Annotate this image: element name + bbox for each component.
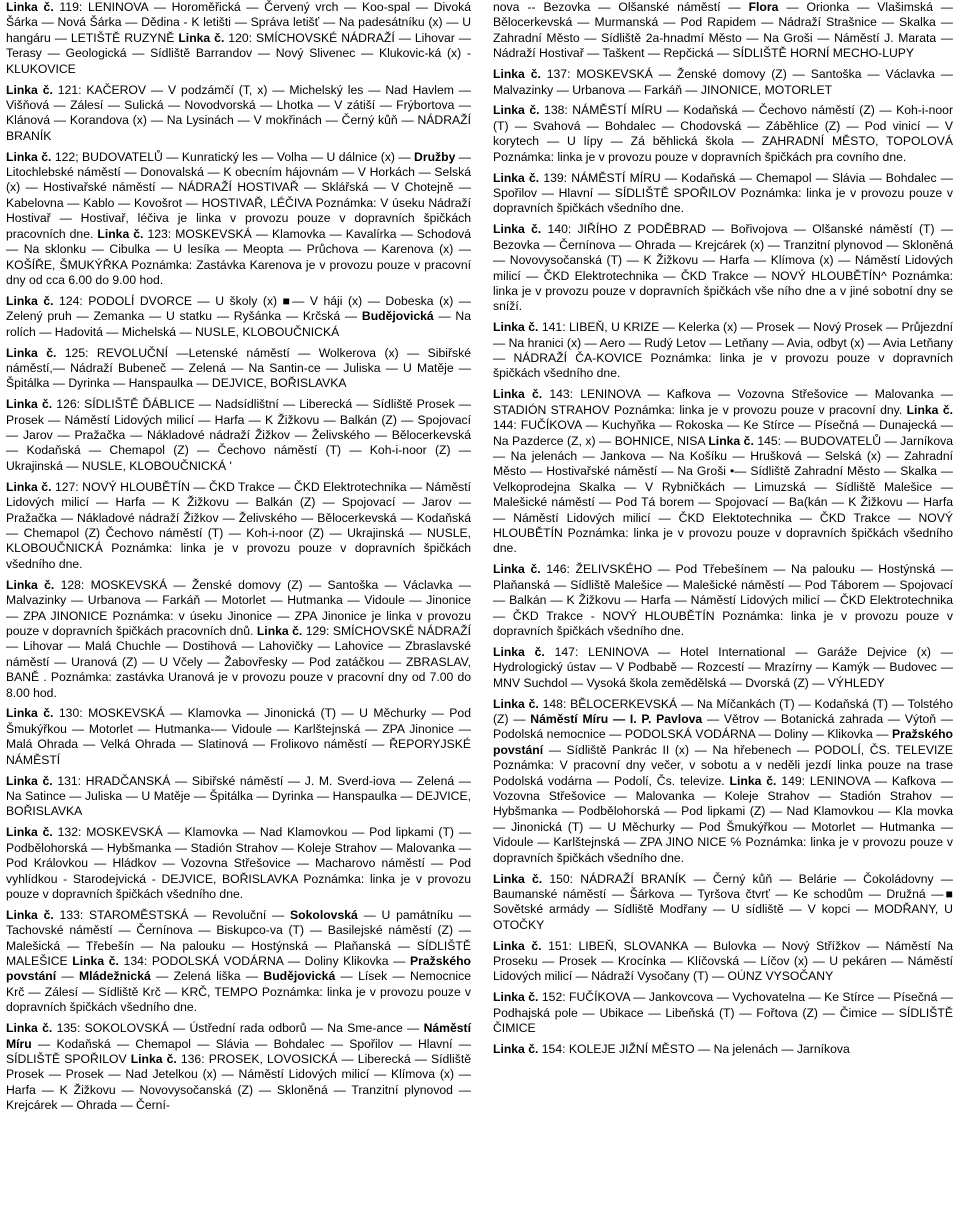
text-run: 119: LENINOVA — Horoměřická — Červený vrch — Koo-spal — Divoká Šárka — Nová Šárka — Dědina - K letišti — Správa letišť — Na padesátníku (x) — U hangáru — LETIŠTĚ RUZYNĚ — [6, 0, 471, 45]
text-run: 150: NÁDRAŽÍ BRANÍK — Černý kůň — Belárie — Čokoládovny — Baumanské náměstí — Šárkova — Tyršova čtvrť — Ke schodům — Družná —■ Sovětské armády — Sídliště Modřany — U sídliště — V kopci — MODŘANY, U OTOČKY — [493, 871, 953, 932]
text-run: 129: SMÍCHOVSKÉ NÁDRAŽÍ — Lihovar — Malá Chuchle — Dostihová — Lahovičky — Lahovice — Zbraslavské náměstí — Uranová (Z) — U Včely — Žabovřesky — Pod zatáčkou — ZBRASLAV, BANĚ . Poznámka: zastávka Uranová je v provozu pouze v pracovní dny od 7.00 do 8.00 hod. — [6, 623, 472, 700]
text-run: 127: NOVÝ HLOUBĚTÍN — ČKD Trakce — ČKD Elektrotechnika — Náměstí Lidových milicí — Harfa — K Žižkovu — Balkán (Z) — Spojovací — Jarov — Pražačka — Nákladové nádraží Žižkov — Želivského — Bělocerkevská — Kodaňská — Chemapol (Z) Čechovo náměstí (T) — Koh-i-noor (Z) — Ukrajinská — NUSLE, KLOBOUČNICKÁ Poznámka: linka je v provozu pouze v dopravních špičkách všedního dne. — [6, 479, 472, 571]
bold-text-run: Linka č. — [6, 825, 53, 840]
text-run: — Zelená liška — — [150, 969, 264, 984]
bus-line-paragraph — [493, 67, 953, 98]
bold-text-run: Náměstí Míru — I. P. Pavlova — [530, 711, 703, 726]
bold-text-run: Linka č. — [493, 990, 539, 1005]
text-run: nova -- Bezovka — Olšanské náměstí — — [493, 0, 749, 14]
bold-text-run: Linka č. — [493, 871, 543, 886]
text-run: — — [56, 969, 79, 984]
bus-line-paragraph — [6, 83, 471, 145]
bold-text-run: Linka č. — [493, 562, 541, 577]
bus-line-paragraph — [6, 294, 471, 340]
bold-text-run: Linka č. — [178, 30, 225, 45]
text-run: 137: MOSKEVSKÁ — Ženské domovy (Z) — Santoška — Václavka — Malvazinky — Urbanova — Farkáň — JINONICE, MOTORLET — [493, 67, 953, 97]
text-run: 136: PROSEK, LOVOSICKÁ — Liberecká — Sídliště Prosek — Prosek — Nad Jetelkou (x) — Náměstí Lidových milicí — Klímova (x) — Harfa — K Žižkovu — Novovysočanská (Z) — Skloněná — Tranzitní plynovod — Krejcárek — Ohrada — Černí- — [6, 1052, 471, 1113]
bus-line-paragraph — [493, 872, 953, 934]
bus-line-paragraph — [6, 0, 471, 77]
bus-line-paragraph — [493, 939, 953, 985]
text-run: 144: FUČÍKOVA — Kuchyňka — Rokoska — Ke Stírce — Písečná — Dunajecká — Na Pazderce (Z, x) — BOHNICE, NISA — [493, 418, 953, 448]
bold-text-run: Linka č. — [493, 170, 540, 185]
text-run: 134: PODOLSKÁ VODÁRNA — Doliny Klikovka — — [118, 954, 411, 969]
bus-line-paragraph — [6, 908, 471, 1016]
text-run: — Větrov — Botanická zahrada — Výtoň — Podolská nemocnice — PODOLSKÁ VODÁRNA — Doliny — Klikovka — — [493, 711, 953, 742]
text-run: — Kodaňská — Chemapol — Slávia — Bohdalec — Spořilov — Hlavní — SÍDLIŠTĚ SPOŘILOV — [6, 1036, 471, 1066]
text-run: — Lísek — Nemocnice Krč — Zálesí — Sídliště Krč — KRČ, TEMPO Poznámka: linka je v provozu pouze v dopravních špičkách všedního dne. — [6, 969, 471, 1015]
bold-text-run: Linka č. — [6, 479, 52, 494]
text-run: 146: ŽELIVSKÉHO — Pod Třebešínem — Na palouku — Hostýnská — Plaňanská — Sídliště Malešice — Malešické náměstí — Pod Táborem — Spojovací — Balkán — K Žižkovu — Harfa — Náměstí Lidových milicí — ČKD Elektrotechnika — ČKD Trakce - NOVÝ HLOUBĚTÍN Poznámka: linka je v provozu pouze v dopravních špičkách všedního dne. — [493, 562, 953, 638]
text-run: 125: REVOLUČNÍ —Letenské náměstí — Wolkerova (x) — Sibiřské náměstí,— Nádraží Bubeneč — Zelená — Na Santin-ce — Juliska — U Matěje — Špitálka — Dyrinka — Hanspaulka — DEJVICE, BOŘISLAVKA — [6, 345, 471, 391]
text-run: 130: MOSKEVSKÁ — Klamovka — Jinonická (T) — U Měchurky — Pod Šmukýřkou — Motorlet — Hutmanka-— Vidoule — Karlštejnská — ZPA Jinonice — Malá Ohrada — Velká Ohrada — Slatinová — Froliкovo náměstí — ŘEPORYJSKÉ NÁMĚSTÍ — [6, 706, 471, 767]
bold-text-run: Linka č. — [6, 577, 55, 592]
bus-line-paragraph — [493, 697, 953, 866]
bold-text-run: Sokolovská — [290, 907, 358, 922]
text-run: 128: MOSKEVSKÁ — Ženské domovy (Z) — Santoška — Václavka — Malvazinky — Urbanova — Farkáň — Motorlet — Hutmanka — Vidoule — Jinonice — ZPA JINONICE Poznámka: v úseku Jinonice — ZPA Jinonice je linka v provozu pouze v dopravních špičkách pracovních dnů. — [6, 577, 471, 638]
text-run: 140: JIŘÍHO Z PODĚBRAD — Bořivojova — Olšanské náměstí (T) — Bezovka — Černínova — Ohrada — Krejcárek (x) — Tranzitní plynovod — Skloněná — Novovysočanská (T) — K Žižkovu — Harfa — Klímova (x) — Náměstí Lidových milicí — ČKD Elektrotechnika — ČKD Trakce — NOVÝ HLOUBĚTÍN^ Poznámka: linka je v provozu pouze v dopravních špičkách vše ního dne a v jiné sobotní dny se sníží. — [493, 222, 953, 314]
bold-text-run: Linka č. — [906, 402, 953, 417]
text-run: — Sídliště Pankrác II (x) — Na hřebenech — PODOLÍ, ČS. TELEVIZE Poznámka: V pracovní dny večer, v sobotu a v neděli jezdí linka pouze na trase Podolská vodárna — Podolí, Čs. televize. — [493, 742, 953, 788]
bold-text-run: Linka č. — [493, 938, 542, 953]
bold-text-run: Pražského povstání — [6, 954, 471, 984]
bold-text-run: Linka č. — [130, 1052, 177, 1066]
bus-line-paragraph — [493, 222, 953, 314]
bold-text-run: Mládežnická — [78, 969, 151, 984]
bus-line-paragraph — [6, 774, 471, 820]
bold-text-run: Linka č. — [493, 1042, 539, 1057]
bus-line-paragraph — [493, 562, 953, 639]
text-run: 143: LENINOVA — Kafkova — Vozovna Střešovice — Malovanka — STADIÓN STRAHOV Poznámka: linka je v provozu pouze v pracovní dny. — [493, 387, 953, 417]
bold-text-run: Linka č. — [6, 1021, 53, 1036]
text-run: 131: HRADČANSKÁ — Sibiřské náměstí — J. M. Sverd-iova — Zelená — Na Satince — Juliska — U Matěje — Špitálka — Dyrinka — Hanspaulka — DEJVICE, BOŘISLAVKA — [6, 773, 471, 819]
bold-text-run: Linka č. — [6, 149, 52, 164]
bold-text-run: Linka č. — [708, 433, 754, 448]
bus-line-paragraph — [6, 1021, 471, 1113]
bus-line-paragraph — [6, 706, 471, 768]
bold-text-run: Linka č. — [6, 293, 54, 308]
bold-text-run: Linka č. — [6, 82, 53, 97]
bus-line-paragraph — [493, 103, 953, 165]
text-run: 122; BUDOVATELŮ — Kunratický les — Volha — U dálnice (x) — — [51, 149, 415, 164]
text-run: 151: LIBEŇ, SLOVANKA — Bulovka — Nový Střížkov — Náměstí Na Proseku — Prosek — Krocínka — Klíčovská — Líčov (x) — U pekáren — Náměstí Lidových milicí — Nádraží Vysočany (T) — OÚNZ VYSOČANY — [493, 938, 953, 984]
bold-text-run: Linka č. — [6, 0, 54, 14]
text-run: 126: SÍDLIŠTĚ ĎÁBLICE — Nadsídlištní — Liberecká — Sídliště Prosek — Prosek — Náměstí Lidových milicí — Harfa — K Žižkovu — Balkán (Z) — Spojovací — Jarov — Pražačka — Nákladové nádraží Žižkov — Želivského — Bělocerkevská — Kodaňská — Chemapol (Z) — Čechovo náměstí (T) — Koh-i-noor (Z) — Ukrajinská — NUSLE, KLOBOUČNICKÁ ' — [6, 397, 471, 473]
bold-text-run: Linka č. — [493, 644, 545, 659]
bus-line-paragraph — [6, 578, 471, 701]
bus-line-paragraph — [6, 150, 471, 289]
bus-line-paragraph — [493, 320, 953, 382]
bold-text-run: Budějovická — [263, 969, 336, 984]
text-run: 149: LENINOVA — Kafkova — Vozovna Střešovice — Malovanka — Koleje Strahov — Stadión Strahov — Hybšmanka — Podbělohorská — Pod lipkami (Z) — Nad Klamovkou — Kla movka — Jinonická (T) — U Měchurky — Pod Šmukýřkou — Motorlet — Hutmanka — Vidoule — Karlštejnská — ZPA JINO NICE ℅ Poznámka: linka je v provozu pouze v dopravních špičkách všedního dne. — [493, 773, 953, 865]
text-run: — U památníku — Tachovské náměstí — Černínova — Biskupco-va (T) — Basilejské náměstí (Z) — Malešická — Třebešín — Na palouku — Hostýnská — Plaňanská — SÍDLIŠTĚ MALEŠICE — [6, 907, 471, 969]
bold-text-run: Linka č. — [493, 387, 543, 402]
bold-text-run: Linka č. — [729, 773, 777, 788]
bold-text-run: Linka č. — [6, 907, 54, 922]
text-run: 121: KAČEROV — V podzámčí (T, x) — Michelský les — Nad Havlem — Višňová — Zálesí — Sulická — Novodvorská — Lhotka — V zátiší — Frýbortova — Klánová — Korandova (x) — Na Lysinách — V mokřinách — Černý kůň — NÁDRAŽÍ BRANÍK — [6, 82, 471, 143]
bus-line-paragraph — [493, 645, 953, 691]
bold-text-run: Linka č. — [6, 706, 54, 721]
text-run: 132: MOSKEVSKÁ — Klamovka — Nad Klamovkou — Pod lipkami (T) — Podbělohorská — Hybšmanka — Stadión Strahov — Koleje Strahov — Malovanka — Pod Královkou — Hládkov — Vozovna Střešovice — Macharovo náměstí — Pod vyhlídkou - Starodejvická - DEJVICE, BOŘISLAVKA Poznámka: linka je v provozu pouze v dopravních špičkách všedního dne. — [6, 825, 472, 901]
bus-line-paragraph — [493, 387, 953, 556]
bus-line-paragraph — [6, 480, 471, 572]
bold-text-run: Linka č. — [97, 226, 144, 241]
text-run: 135: SOKOLOVSKÁ — Ústřední rada odborů — Na Sme-ance — — [52, 1021, 424, 1036]
bus-line-paragraph — [493, 1042, 953, 1057]
bold-text-run: Družby — [414, 149, 456, 164]
text-run: 133: STAROMĚSTSKÁ — Revoluční — — [53, 907, 291, 922]
text-run: — Litochlebské náměstí — Donovalská — K obecním hájovnám — V Horkách — Selská (x) — Hostivařské náměstí — NÁDRAŽÍ HOSTIVAŘ — Sklářská — V Chotejně — Kabelovna — Kablo — Kovošrot — HOSTIVAŘ, LÉČIVA Poznámka: V úseku Nádraží Hostivař — Hostivař, léčiva je linka v provozu pouze v dopravních špičkách pracovních dne. — [6, 149, 471, 241]
text-run: — Na rolích — Hadovitá — Michelská — NUSLE, KLOBOUČNICKÁ — [6, 309, 472, 339]
text-run: 141: LIBEŇ, U KRIZE — Kelerka (x) — Prosek — Nový Prosek — Průjezdní — Na hranici (x) — Aero — Rudý Letov — Letňany — Avia, odbyt (x) — Avia Letňany — NÁDRAŽÍ ČA-KOVICE Poznámka: linka je v provozu pouze v dopravních špičkách všedního dne. — [493, 320, 953, 381]
bold-text-run: Linka č. — [6, 773, 53, 788]
text-run: 145: — BUDOVATELŮ — Jarníkova — Na jelenách — Jankova — Na Košíku — Hrušková — Selská (x) — Zahradní Město — Hostivařské náměstí — Na Groši •— Sídliště Zahradní Město — Skalka — Velkoprodejna Skalka — V Rybničkách — Limuzská — Sídliště Malešice — Malešické náměstí — Pod Tá borem — Spojovací — Ba(kán — K Žižkovu — Harfa — Náměstí Lidových milicí — ČKD Elektotechnika — ČKD Trakce — NOVÝ HLOUBĚTÍN Poznámka: linka je v provozu pouze v dopravních špičkách všedního dne. — [493, 433, 953, 556]
bold-text-run: Linka č. — [493, 67, 541, 82]
left-column — [6, 0, 471, 1119]
text-run: 152: FUČÍKOVA — Jankovcova — Vychovatelna — Ke Stírce — Písečná — Podhajská pole — Ubikace — Libeňská (T) — Fořtova (Z) — Čimice — SÍDLIŠTĚ ČIMICE — [493, 990, 953, 1036]
bold-text-run: Náměstí Míru — [6, 1021, 471, 1051]
text-run: 147: LENINOVA — Hotel International — Garáže Dejvice (x) — Hydrologický ústav — V Podbabě — Rozcestí — Mrazírny — Kamýk — Budovec — MNV Suchdol — Vysoká škola zemědělská — Dvorská (Z) — VÝHLEDY — [493, 644, 953, 690]
bold-text-run: Budějovická — [361, 309, 434, 324]
text-run: 120: SMÍCHOVSKÉ NÁDRAŽÍ — Lihovar — Terasy — Geologická — Sídliště Barrandov — Nový Slivenec — Klukovic-ká (x) - KLUKOVICE — [6, 30, 471, 76]
bold-text-run: Linka č. — [256, 623, 303, 638]
bold-text-run: Flora — [748, 0, 779, 14]
text-run: 138: NÁMĚSTÍ MÍRU — Kodaňská — Čechovo náměstí (Z) — Koh-i-noor (T) — Svahová — Bohdalec — Chodovská — Záběhlice (Z) — Pod vinicí — V korytech — U lípy — Zá běhlická škola — ZAHRADNÍ MĚSTO, TOPOLOVÁ Poznámka: linka je v provozu pouze v dopravních špičkách pra covního dne. — [493, 103, 954, 164]
text-run: 123: MOSKEVSKÁ — Klamovka — Kavalírka — Schodová — Na sklonku — Cibulka — U lesíka — Meopta — Průchova — Karenova (x) — KOŠÍŘE, ŠMUKÝŘKA Poznámka: Zastávka Karenova je v provozu pouze v pracovní dny od cca 6.00 do 9.00 hod. — [6, 226, 472, 287]
bold-text-run: Pražského povstání — [493, 727, 953, 757]
bold-text-run: Linka č. — [493, 222, 542, 237]
right-column — [493, 0, 953, 1063]
bus-line-paragraph — [6, 397, 471, 474]
bold-text-run: Linka č. — [6, 397, 53, 412]
text-run: — Orionka — Vlašimská — Bělocerkevská — Murmanská — Pod Rapidem — Nádraží Strašnice — Skalka — Zahradní Město — Sídliště 2a-hnadmí Město — Na Groši — Náměstí J. Marata — Nádraží Hostivař — Taškent — Repčická — SÍDLIŠTĚ HORNÍ MECHO-LUPY — [493, 0, 953, 61]
bold-text-run: Linka č. — [72, 954, 119, 969]
bold-text-run: Linka č. — [493, 696, 539, 711]
bus-line-paragraph — [493, 0, 953, 62]
bold-text-run: Linka č. — [493, 320, 539, 335]
bus-line-paragraph — [493, 990, 953, 1036]
text-run: 148: BĚLOCERKEVSKÁ — Na Míčankách (T) — Kodaňská (T) — Tolstého (Z) — — [493, 696, 953, 726]
bus-line-paragraph — [6, 346, 471, 392]
text-run: 154: KOLEJE JIŽNÍ MĚSTO — Na jelenách — Jarníkova — [538, 1042, 850, 1057]
text-run: 139: NÁMĚSTÍ MÍRU — Kodaňská — Chemapol — Slávia — Bohdalec — Spořilov — Hlavní — SÍDLIŠTĚ SPOŘILOV Poznámka: linka je v provozu pouze v dopravních špičkách všedního dne. — [493, 170, 953, 216]
bus-line-paragraph — [493, 171, 953, 217]
bold-text-run: Linka č. — [6, 345, 57, 360]
bus-line-paragraph — [6, 825, 471, 902]
text-run: 124: PODOLÍ DVORCE — U školy (x) ■— V háji (x) — Dobeska (x) — Zelený pruh — Zemanka — U statku — Ryšánka — Krčská — — [6, 293, 471, 324]
bold-text-run: Linka č. — [493, 103, 540, 118]
